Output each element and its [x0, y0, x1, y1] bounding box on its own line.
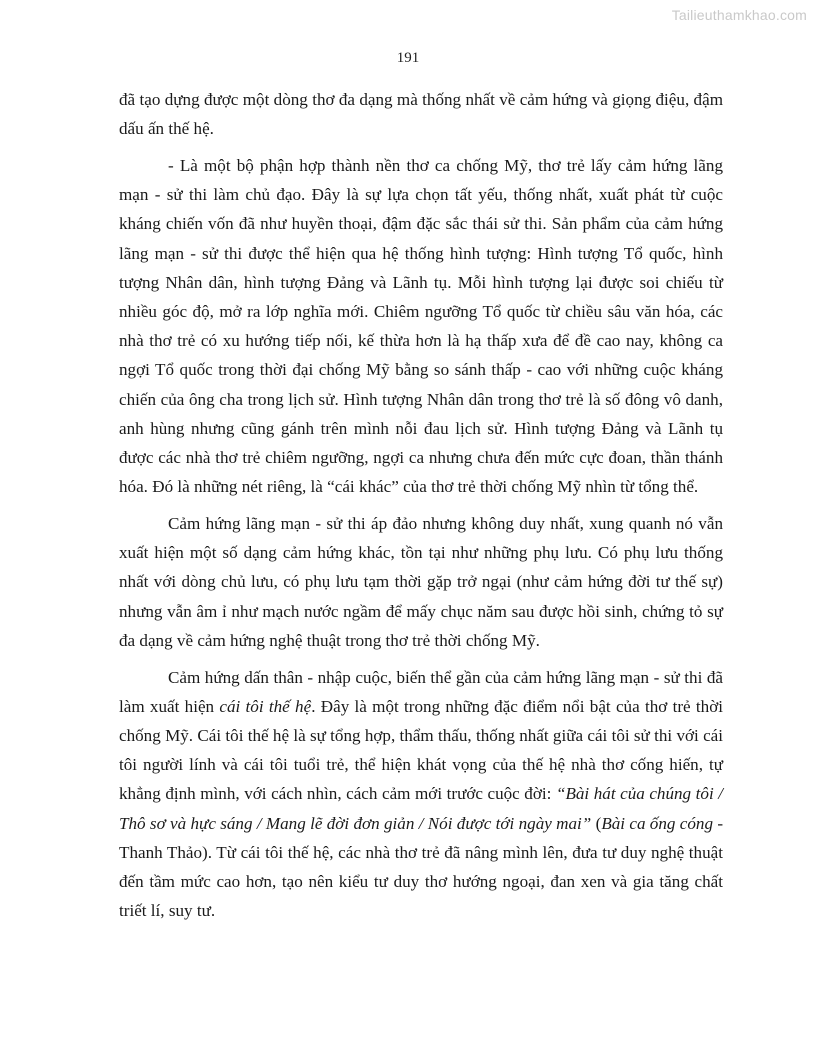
- paragraph-2: - Là một bộ phận hợp thành nền thơ ca chống Mỹ, thơ trẻ lấy cảm hứng lãng mạn - sử thi làm chủ đạo. Đây là sự lựa chọn tất yếu, thống nhất, xuất phát từ cuộc kháng chiến vốn đã như huyền thoại, đậm đặc sắc thái sử thi. Sản phẩm của cảm hứng lãng mạn - sử thi được thể hiện qua hệ thống hình tượng: Hình tượng Tổ quốc, hình tượng Nhân dân, hình tượng Đảng và Lãnh tụ. Mỗi hình tượng lại được soi chiếu từ nhiều góc độ, mở ra lớp nghĩa mới. Chiêm ngưỡng Tổ quốc từ chiều sâu văn hóa, các nhà thơ trẻ có xu hướng tiếp nối, kế thừa hơn là hạ thấp xưa để đề cao nay, không ca ngợi Tổ quốc trong thời đại chống Mỹ bằng so sánh thấp - cao với những cuộc kháng chiến của ông cha trong lịch sử. Hình tượng Nhân dân trong thơ trẻ là số đông vô danh, anh hùng nhưng cũng gánh trên mình nỗi đau lịch sử. Hình tượng Đảng và Lãnh tụ được các nhà thơ trẻ chiêm ngưỡng, ngợi ca nhưng chưa đến mức cực đoan, thần thánh hóa. Đó là những nét riêng, là “cái khác” của thơ trẻ thời chống Mỹ nhìn từ tổng thể.: [119, 156, 723, 497]
- body-text: [119, 85, 723, 933]
- paragraph-4: [119, 663, 723, 926]
- paragraph-4-text-c: . Đây là một trong những đặc điểm nổi bật của thơ trẻ thời chống Mỹ. Cái tôi thế hệ là sự tổng hợp, thẩm thấu, thống nhất giữa cái tôi sử thi với cái tôi người lính và cái tôi tuổi trẻ, thể hiện khát vọng của thế hệ nhà thơ cống hiến, tự khẳng định mình, với cách nhìn, cách cảm mới trước cuộc đời:: [119, 696, 723, 804]
- watermark: Tailieuthamkhao.com: [671, 7, 807, 23]
- paragraph-4-work-title: Bài ca ống cóng: [601, 813, 713, 833]
- paragraph-4-text-g: - Thanh Thảo). Từ cái tôi thế hệ, các nhà thơ trẻ đã nâng mình lên, đưa tư duy nghệ thuật đến tầm mức cao hơn, tạo nên kiểu tư duy thơ hướng ngoại, đan xen và gia tăng chất triết lí, suy tư.: [119, 813, 724, 921]
- paragraph-1: đã tạo dựng được một dòng thơ đa dạng mà thống nhất về cảm hứng và giọng điệu, đậm dấu ấn thế hệ.: [119, 90, 723, 139]
- page-number: 191: [396, 50, 420, 66]
- paragraph-4-quote: “Bài hát của chúng tôi / Thô sơ và hực sáng / Mang lẽ đời đơn giản / Nói được tới ngày mai”: [119, 784, 723, 833]
- paragraph-3: Cảm hứng lãng mạn - sử thi áp đảo nhưng không duy nhất, xung quanh nó vẫn xuất hiện một số dạng cảm hứng khác, tồn tại như những phụ lưu. Có phụ lưu thống nhất với dòng chủ lưu, có phụ lưu tạm thời gặp trở ngại (như cảm hứng đời tư thế sự) nhưng vẫn âm ỉ như mạch nước ngầm để mấy chục năm sau được hồi sinh, chứng tỏ sự đa dạng về cảm hứng nghệ thuật trong thơ trẻ thời chống Mỹ.: [119, 514, 723, 650]
- paragraph-4-term: cái tôi thế hệ: [219, 696, 312, 716]
- paragraph-4-text-e: (: [591, 813, 602, 833]
- paragraph-4-text-a: Cảm hứng dấn thân - nhập cuộc, biến thể gần của cảm hứng lãng mạn - sử thi đã làm xuất hiện: [119, 667, 723, 716]
